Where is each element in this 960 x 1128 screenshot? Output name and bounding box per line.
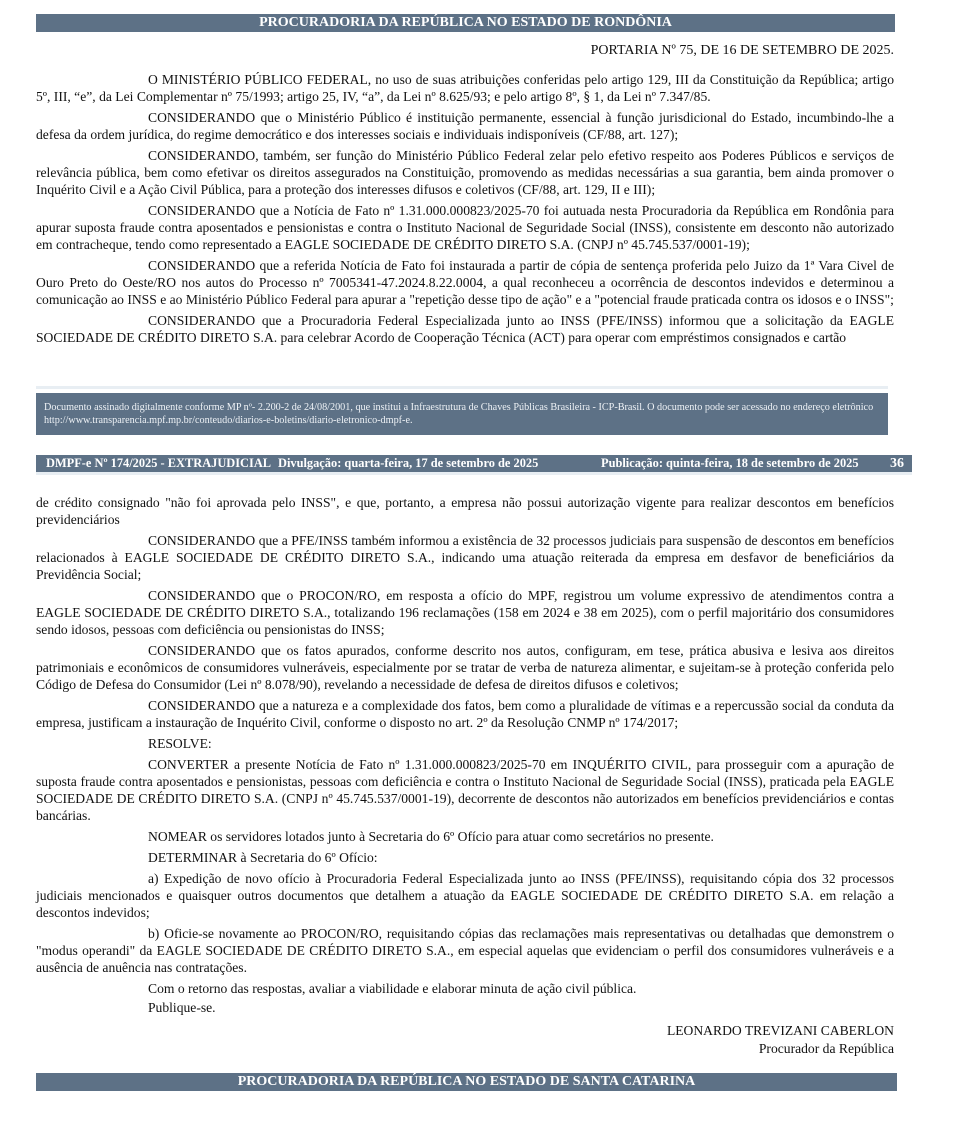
paragraph: b) Oficie-se novamente ao PROCON/RO, requisitando cópias das reclamações mais representativas ou detalhadas que demonstrem o "modus operandi" da EAGLE SOCIEDADE DE CRÉDITO DIRETO S.A., em especial aquelas que evidenciam o perfil dos consumidores vulneráveis e a ausência de anuência nas contratações.	[36, 926, 894, 975]
paragraph: de crédito consignado "não foi aprovada pelo INSS", e que, portanto, a empresa não possui autorização vigente para realizar descontos em benefícios previdenciários	[36, 495, 894, 527]
paragraph: CONSIDERANDO que a Procuradoria Federal Especializada junto ao INSS (PFE/INSS) informou que a solicitação da EAGLE SOCIEDADE DE CRÉDITO DIRETO S.A. para celebrar Acordo de Cooperação Técnica (ACT) para operar com empréstimos consignados e cartão	[36, 313, 894, 345]
paragraph: CONSIDERANDO que a natureza e a complexidade dos fatos, bem como a pluralidade de vítimas e a repercussão social da conduta da empresa, justificam a instauração de Inquérito Civil, conforme o disposto no art. 2º da Resolução CNMP nº 174/2017;	[36, 698, 894, 730]
signatory-role: Procurador da República	[758, 1041, 894, 1056]
digital-signature-notice	[36, 393, 888, 435]
paragraph: CONSIDERANDO que o PROCON/RO, em resposta a ofício do MPF, registrou um volume expressivo de atendimentos contra a EAGLE SOCIEDADE DE CRÉDITO DIRETO S.A., totalizando 196 reclamações (158 em 2024 e 38 em 2025), com o perfil majoritário dos consumidores sendo idosos, pessoas com deficiência ou pensionistas do INSS;	[36, 588, 894, 637]
paragraph: CONSIDERANDO, também, ser função do Ministério Público Federal zelar pelo efetivo respeito aos Poderes Públicos e serviços de relevância pública, bem como efetivar os direitos assegurados na Constituição, promovendo as medidas necessárias a sua garantia, bem ainda promover o Inquérito Civil e a Ação Civil Pública, para a proteção dos interesses difusos e coletivos (CF/88, art. 129, II e III);	[36, 148, 894, 197]
portaria-page1	[36, 42, 894, 350]
edition-label: DMPF-e Nº 174/2025 - EXTRAJUDICIAL	[46, 456, 272, 470]
paragraph: O MINISTÉRIO PÚBLICO FEDERAL, no uso de suas atribuições conferidas pelo artigo 129, III da Constituição da República; artigo 5º, III, “e”, da Lei Complementar nº 75/1993; artigo 25, IV, “a”, da Lei nº 8.625/93; e pelo artigo 8º, § 1, da Lei nº 7.347/85.	[36, 72, 894, 104]
page-number: 36	[890, 456, 904, 471]
publicacao-date: Publicação: quinta-feira, 18 de setembro de 2025	[601, 456, 859, 470]
paragraph: CONSIDERANDO que a PFE/INSS também informou a existência de 32 processos judiciais para suspensão de descontos em benefícios relacionados à EAGLE SOCIEDADE DE CRÉDITO DIRETO S.A., indicando uma atuação reiterada da empresa em desfavor de beneficiários da Previdência Social;	[36, 533, 894, 582]
resolve-heading: RESOLVE:	[148, 736, 212, 751]
paragraph: CONSIDERANDO que a Notícia de Fato nº 1.31.000.000823/2025-70 foi autuada nesta Procuradoria da República em Rondônia para apurar suposta fraude contra aposentados e pensionistas e contra o Instituto Nacional de Seguridade Social (INSS), consistente em desconto não autorizado em contracheque, tendo como representado a EAGLE SOCIEDADE DE CRÉDITO DIRETO S.A. (CNPJ nº 45.745.537/0001-19);	[36, 203, 894, 252]
paragraph: CONVERTER a presente Notícia de Fato nº 1.31.000.000823/2025-70 em INQUÉRITO CIVIL, para prosseguir com a apuração de suposta fraude contra aposentados e pensionistas, pessoas com deficiência e contra o Instituto Nacional de Seguridade Social (INSS), praticada pela EAGLE SOCIEDADE DE CRÉDITO DIRETO S.A. (CNPJ nº 45.745.537/0001-19), decorrente de descontos não autorizados em benefícios previdenciários e contas bancárias.	[36, 757, 894, 823]
paragraph: Com o retorno das respostas, avaliar a viabilidade e elaborar minuta de ação civil pública.	[148, 981, 637, 996]
paragraph: CONSIDERANDO que o Ministério Público é instituição permanente, essencial à função jurisdicional do Estado, incumbindo-lhe a defesa da ordem jurídica, do regime democrático e dos interesses sociais e individuais indisponíveis (CF/88, art. 127);	[36, 110, 894, 142]
paragraph: a) Expedição de novo ofício à Procuradoria Federal Especializada junto ao INSS (PFE/INSS), requisitando cópia dos 32 processos judiciais mencionados e quaisquer outros documentos que detalhem a atuação da EAGLE SOCIEDADE DE CRÉDITO DIRETO S.A. em relação a descontos indevidos;	[36, 871, 894, 920]
portaria-page2	[36, 494, 894, 1020]
paragraph: CONSIDERANDO que os fatos apurados, conforme descrito nos autos, configuram, em tese, prática abusiva e lesiva aos direitos patrimoniais e econômicos de consumidores vulneráveis, especialmente por se tratar de verba de natureza alimentar, e sujeitam-se à proteção conferida pelo Código de Defesa do Consumidor (Lei nº 8.078/90), revelando a necessidade de defesa de direitos difusos e coletivos;	[36, 643, 894, 692]
page-header-divider	[36, 472, 912, 475]
paragraph: Publique-se.	[148, 1000, 216, 1015]
page-header-bar	[36, 455, 912, 472]
notice-text: Documento assinado digitalmente conforme MP nº- 2.200-2 de 24/08/2001, que institui a Infraestrutura de Chaves Públicas Brasileira - ICP-Brasil. O documento pode ser acessado no endereço eletrônico http://www.transparencia.mpf.mp.br/conteudo/diarios-e-boletins/diario-eletronico-dmpf-e.	[44, 402, 874, 426]
signature-block	[667, 1022, 894, 1058]
section-header-rondonia: PROCURADORIA DA REPÚBLICA NO ESTADO DE RONDÔNIA	[36, 14, 895, 32]
divulgacao-date: Divulgação: quarta-feira, 17 de setembro de 2025	[278, 456, 539, 470]
footer-divider	[36, 386, 888, 389]
signatory-name: LEONARDO TREVIZANI CABERLON	[666, 1023, 894, 1038]
paragraph: DETERMINAR à Secretaria do 6º Ofício:	[148, 850, 378, 865]
paragraph: CONSIDERANDO que a referida Notícia de Fato foi instaurada a partir de cópia de sentença proferida pelo Juizo da 1ª Vara Civel de Ouro Preto do Oeste/RO nos autos do Processo nº 7005341-47.2024.8.22.0004, a qual reconheceu a ocorrência de descontos indevidos e determinou a comunicação ao INSS e ao Ministério Público Federal para apurar a "repetição desse tipo de ação" e a "potencial fraude praticada contra os idosos e o INSS";	[36, 258, 894, 307]
section-header-santa-catarina: PROCURADORIA DA REPÚBLICA NO ESTADO DE SANTA CATARINA	[36, 1073, 897, 1091]
paragraph: NOMEAR os servidores lotados junto à Secretaria do 6º Ofício para atuar como secretários no presente.	[148, 829, 714, 844]
portaria-title: PORTARIA Nº 75, DE 16 DE SETEMBRO DE 2025.	[590, 43, 894, 58]
